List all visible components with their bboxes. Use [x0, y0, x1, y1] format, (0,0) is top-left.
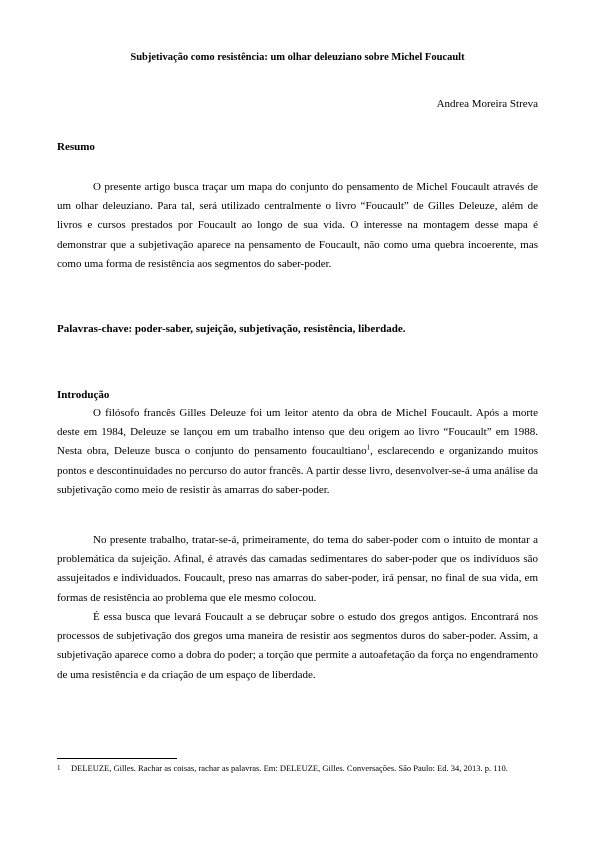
footnote-text: DELEUZE, Gilles. Rachar as coisas, rachar as palavras. Em: DELEUZE, Gilles. Conversações. São Paulo: Ed. 34, 2013. p. 110.	[71, 763, 508, 773]
abstract-heading: Resumo	[57, 141, 95, 153]
footnote-separator	[57, 758, 177, 759]
intro-p1-text-a: O filósofo francês Gilles Deleuze foi um leitor atento da obra de Michel Foucault. Após a morte deste em 1984, Deleuze se lançou em um trabalho intenso que deu origem ao livro “Foucault” em 1988. Nesta obra, Deleuze busca o conjunto do pensamento foucaultiano	[57, 407, 538, 458]
keywords-line: Palavras-chave: poder-saber, sujeição, subjetivação, resistência, liberdade.	[57, 323, 406, 335]
introduction-paragraph-3: É essa busca que levará Foucault a se debruçar sobre o estudo dos gregos antigos. Encontrará nos processos de subjetivação dos gregos uma maneira de resistir aos segmentos duros do saber-poder. Assim, a subjetivação aparece como a dobra do poder; a torção que permite a autoafetação da força no engendramento de uma resistência e da criação de um espaço de liberdade.	[57, 611, 538, 681]
footnote-number: 1	[57, 764, 61, 772]
intro-p1-text-b: , esclarecendo e organizando muitos pontos e descontinuidades no percurso do autor francês. A partir desse livro, desenvolver-se-á uma análise da subjetivação como meio de resistir às amarras do saber-poder.	[57, 445, 538, 496]
footnote-reference[interactable]: 1	[366, 443, 371, 452]
introduction-heading: Introdução	[57, 389, 110, 401]
abstract-paragraph: O presente artigo busca traçar um mapa do conjunto do pensamento de Michel Foucault através de um olhar deleuziano. Para tal, será utilizado centralmente o livro “Foucault” de Gilles Deleuze, além de livros e cursos prestados por Foucault ao longo de sua vida. O interesse na montagem desse mapa é demonstrar que a subjetivação aparece na pensamento de Foucault, não como uma quebra incoerente, mas como uma forma de resistência aos segmentos do saber-poder.	[57, 181, 538, 270]
paper-title: Subjetivação como resistência: um olhar deleuziano sobre Michel Foucault	[130, 52, 465, 63]
introduction-paragraph-1	[57, 404, 538, 500]
author-name: Andrea Moreira Streva	[436, 98, 538, 110]
introduction-paragraph-2: No presente trabalho, tratar-se-á, primeiramente, do tema do saber-poder com o intuito de montar a problemática da sujeição. Afinal, é através das camadas sedimentares do saber-poder que os indivíduos são assujeitados e individuados. Foucault, preso nas amarras do saber-poder, irá pensar, no final de sua vida, em formas de resistência ao problema que ele mesmo colocou.	[57, 534, 538, 604]
